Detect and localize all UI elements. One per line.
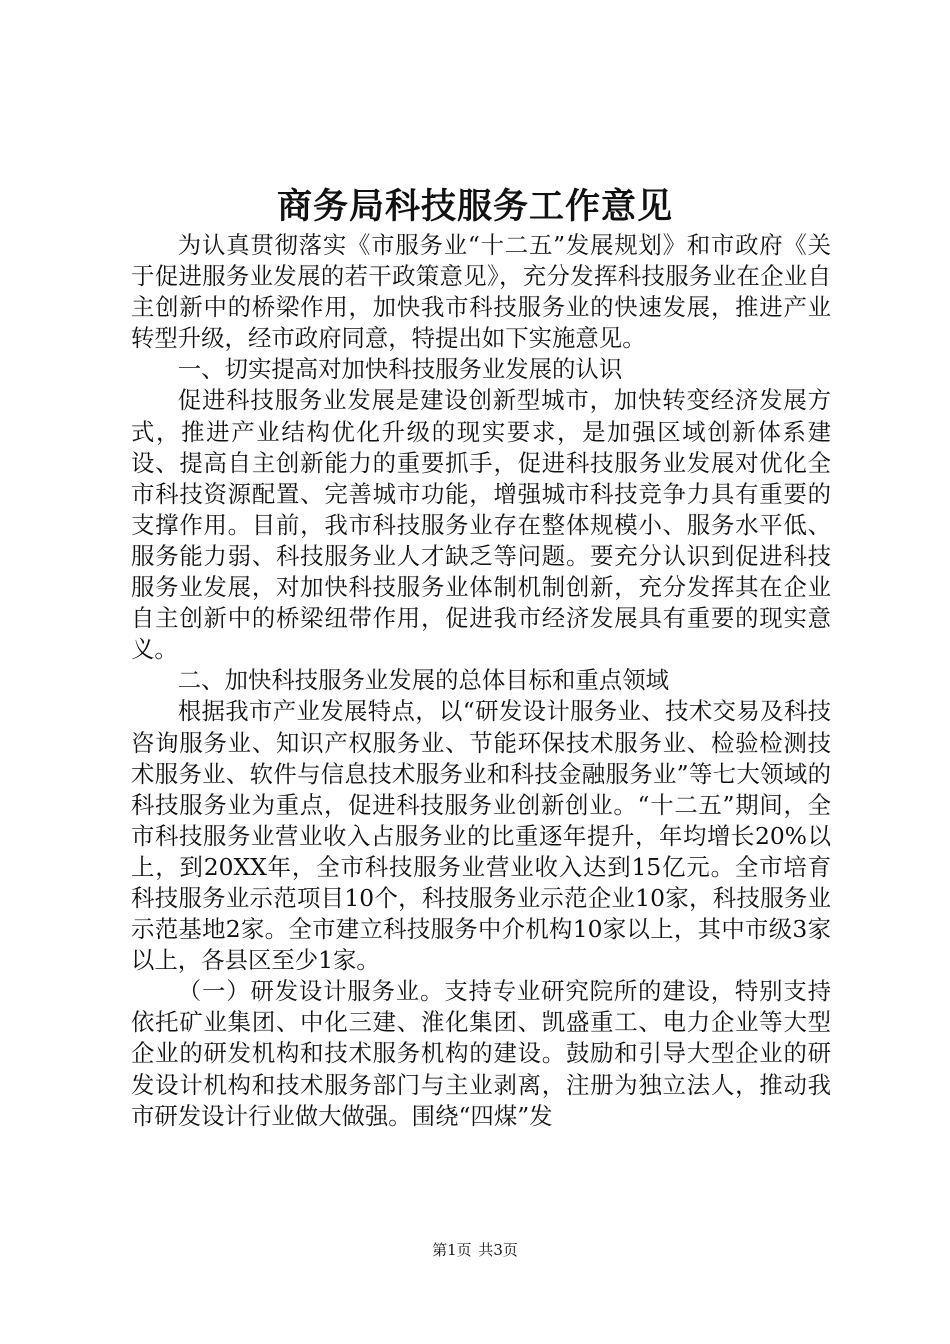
section-heading-2: 二、加快科技服务业发展的总体目标和重点领域 [177, 666, 669, 695]
paragraph-intro: 为认真贯彻落实《市服务业“十二五”发展规划》和市政府《关于促进服务业发展的若干政策意见》，充分发挥科技服务业在企业自主创新中的桥梁作用，加快我市科技服务业的快速发展，推进产业转型升级，经市政府同意，特提出如下实施意见。 [131, 231, 831, 353]
page-footer: 第1页 共3页 [432, 1241, 518, 1259]
section-heading-1: 一、切实提高对加快科技服务业发展的认识 [177, 355, 623, 384]
document-title: 商务局科技服务工作意见 [276, 186, 673, 227]
paragraph-section-2: 根据我市产业发展特点，以“研发设计服务业、技术交易及科技咨询服务业、知识产权服务业、节能环保技术服务业、检验检测技术服务业、软件与信息技术服务业和科技金融服务业”等七大领域的科技服务业为重点，促进科技服务业创新创业。“十二五”期间，全市科技服务业营业收入占服务业的比重逐年提升，年均增长20%以上，到20XX年，全市科技服务业营业收入达到15亿元。全市培育科技服务业示范项目10个，科技服务业示范企业10家，科技服务业示范基地2家。全市建立科技服务中介机构10家以上，其中市级3家以上，各县区至少1家。 [131, 697, 831, 975]
document-body [131, 230, 831, 1132]
paragraph-section-1: 促进科技服务业发展是建设创新型城市，加快转变经济发展方式，推进产业结构优化升级的现实要求，是加强区域创新体系建设、提高自主创新能力的重要抓手，促进科技服务业发展对优化全市科技资源配置、完善城市功能，增强城市科技竞争力具有重要的支撑作用。目前，我市科技服务业存在整体规模小、服务水平低、服务能力弱、科技服务业人才缺乏等问题。要充分认识到促进科技服务业发展，对加快科技服务业体制机制创新，充分发挥其在企业自主创新中的桥梁纽带作用，促进我市经济发展具有重要的现实意义。 [131, 386, 831, 664]
paragraph-subsection-1: （一）研发设计服务业。支持专业研究院所的建设，特别支持依托矿业集团、中化三建、淮化集团、凯盛重工、电力企业等大型企业的研发机构和技术服务机构的建设。鼓励和引导大型企业的研发设计机构和技术服务部门与主业剥离，注册为独立法人，推动我市研发设计行业做大做强。围绕“四煤”发 [131, 977, 831, 1130]
